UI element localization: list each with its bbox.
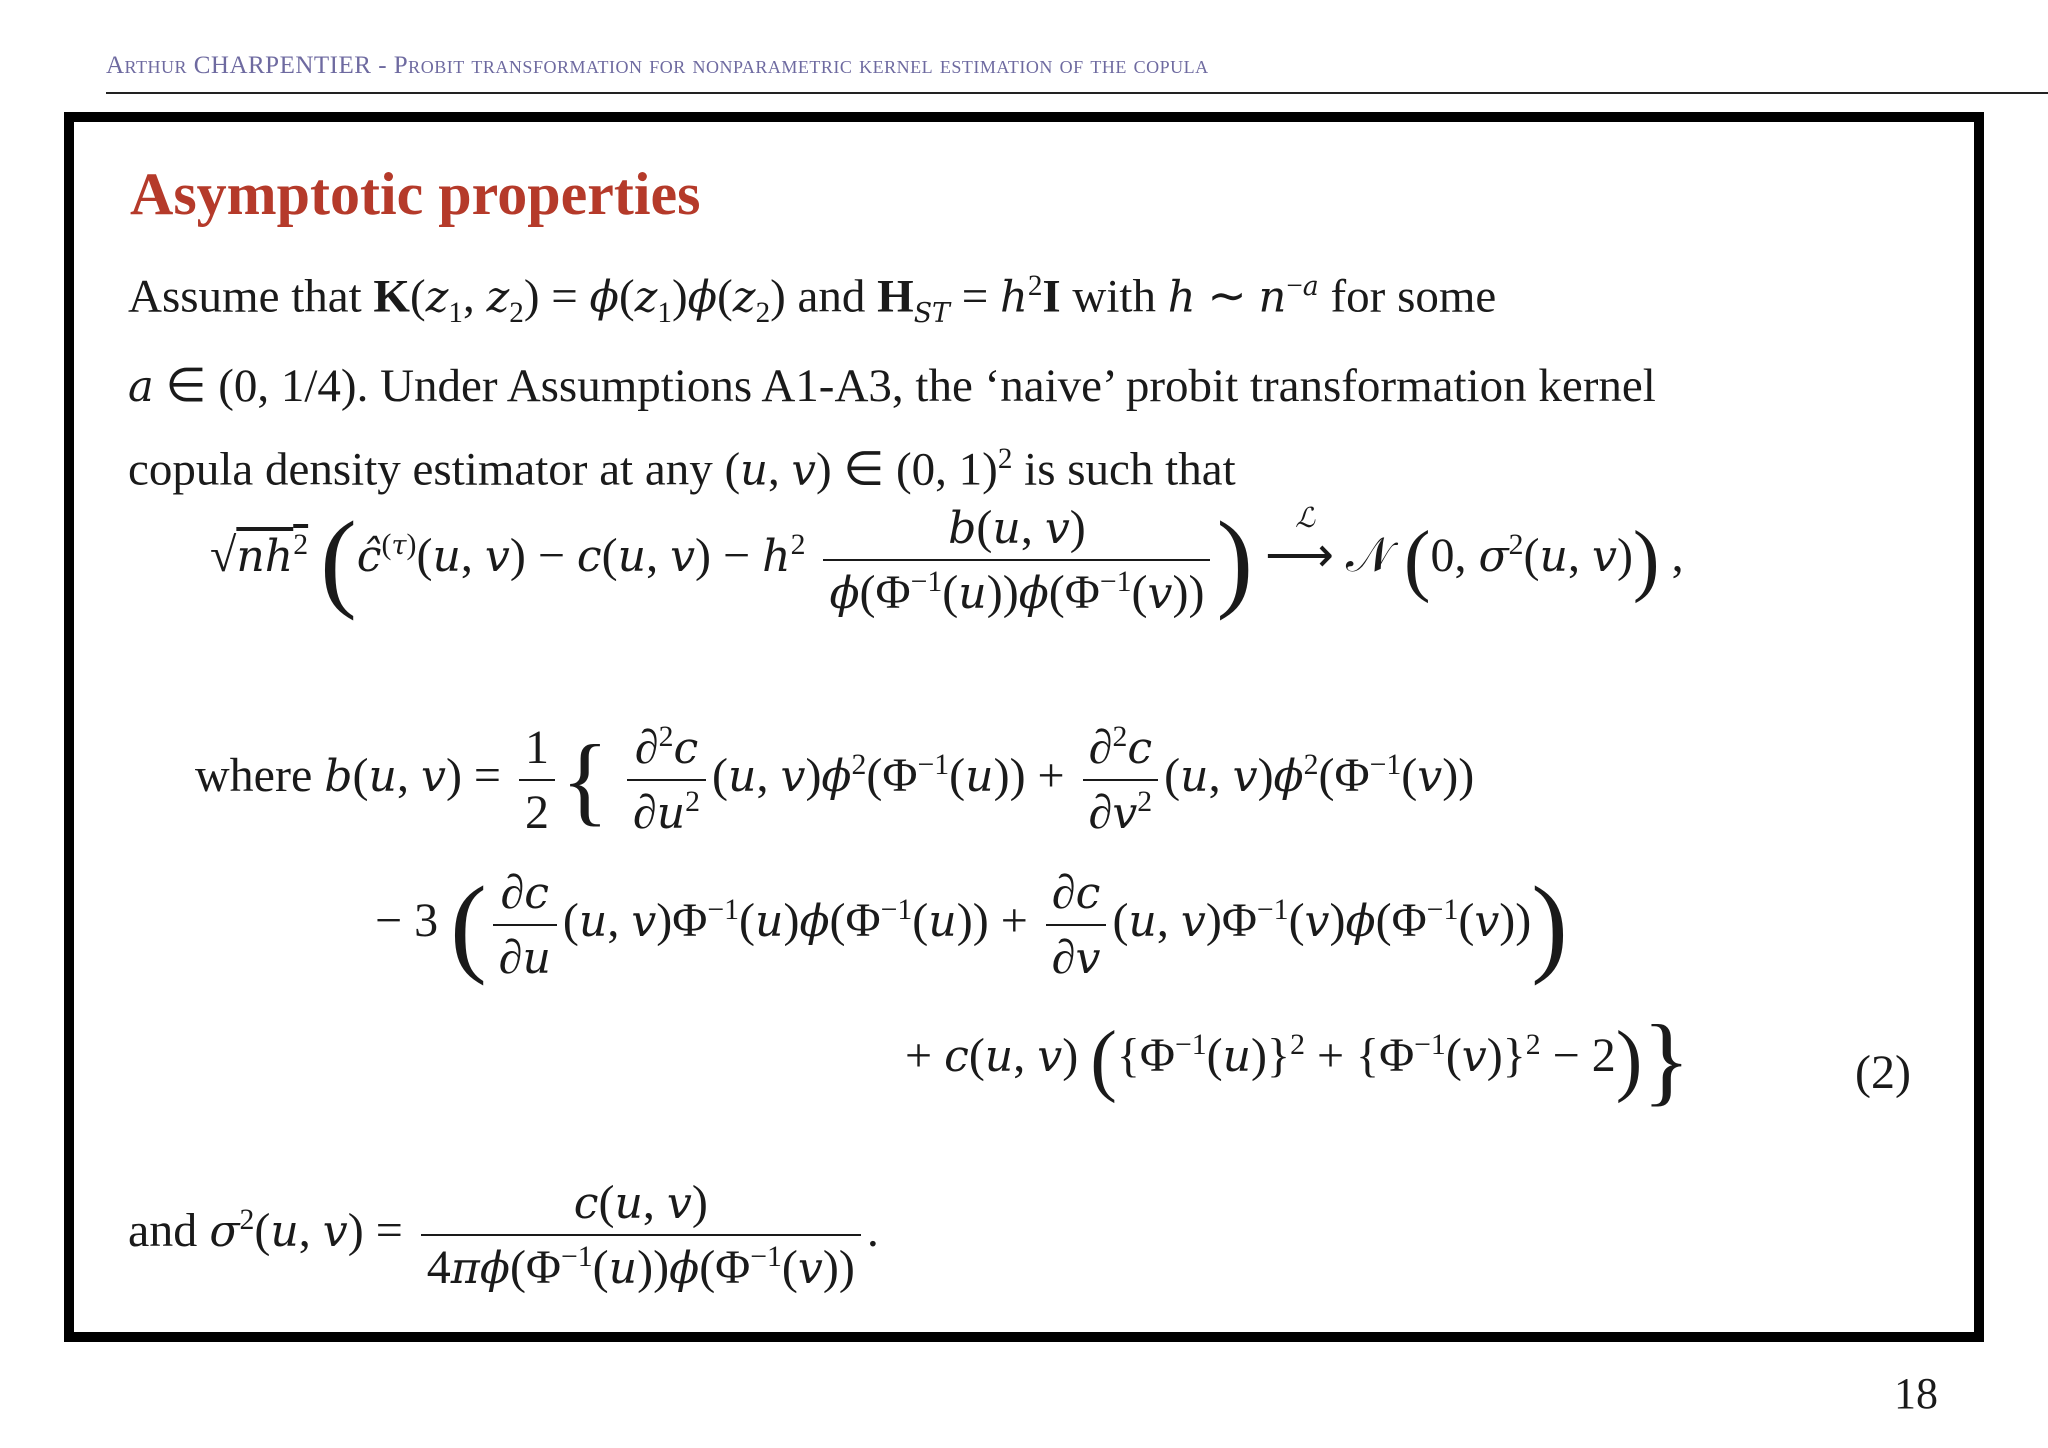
header-rule bbox=[106, 92, 2048, 94]
equation-number: (2) bbox=[1855, 1046, 1911, 1099]
bias-equation-line-3: + c(u, v) $(\{\Phi^{-1}(u)\}^2 + \{\Phi^{-1}(v)\}^2 - 2)$} bbox=[905, 1004, 1691, 1115]
bias-equation-line-2: − 3 ( $\frac{\partial c}{\partial u}$ (u, $v)\Phi^{-1}(u)\phi(\Phi^{-1}(u))$ + $\frac{\partial c}{\partial v}$ (u, $v)\Phi^{-1}(v)\phi(\Phi^{-1}(v))$) bbox=[375, 864, 1568, 986]
intro-text-4: . Under Assumptions A1-A3, the ‘naive’ probit transformation kernel bbox=[356, 360, 1656, 413]
page-number: 18 bbox=[1894, 1369, 1938, 1418]
convergence-equation: $√nh^2$ ($ĉ^{(\tau)}(u$, v) − c(u, $v) - h^2$ $\frac{b(u, v)}{\phi(\Phi^{-1}(u))\phi(\Phi^{-1}(v))}$ ) ℒ ⟶ 𝒩 (0, $\sigma^2(u$, v)) , bbox=[210, 499, 1684, 621]
slide-header: Arthur CHARPENTIER - Probit transformation for nonparametric kernel estimation of the copula bbox=[106, 52, 1209, 79]
where-label: where bbox=[195, 749, 325, 803]
and-label: and bbox=[128, 1204, 210, 1258]
bias-equation-line-1: where b(u, v) = $\frac{1}{2}$ { $\frac{\partial^2c}{\partial u^2}$ (u, $v)\phi^2(\Phi^{-1}(u))$ + $\frac{\partial^2c}{\partial v^2}$ (u, $v)\phi^2(\Phi^{-1}(v))$ bbox=[195, 720, 1475, 839]
intro-text-2: with bbox=[1060, 270, 1168, 323]
variance-equation: and $\sigma^2(u$, v) = $\frac{c(u, v)}{4\pi\phi(\Phi^{-1}(u))\phi(\Phi^{-1}(v))}$ . bbox=[128, 1176, 879, 1294]
intro-text-3: for some bbox=[1318, 270, 1497, 323]
slide-title: Asymptotic properties bbox=[130, 161, 701, 227]
intro-text-5: copula density estimator at any bbox=[128, 443, 725, 496]
intro-text-1: Assume that bbox=[128, 270, 374, 323]
intro-paragraph: Assume that $K(z_1$, $z_2) = \phi(z_1)\phi(z_2)$ and $H_{ST} = h^2I$ with h ∼ $n^{-a}$ for some a ∈ (0, 1/4). Under Assumptions A1-A3, the ‘naive’ probit transformation kernel copula density estimator at any (u, v) ∈ (0, 1)$^2$ is such that bbox=[128, 270, 1656, 496]
intro-text-6: is such that bbox=[1012, 443, 1236, 496]
